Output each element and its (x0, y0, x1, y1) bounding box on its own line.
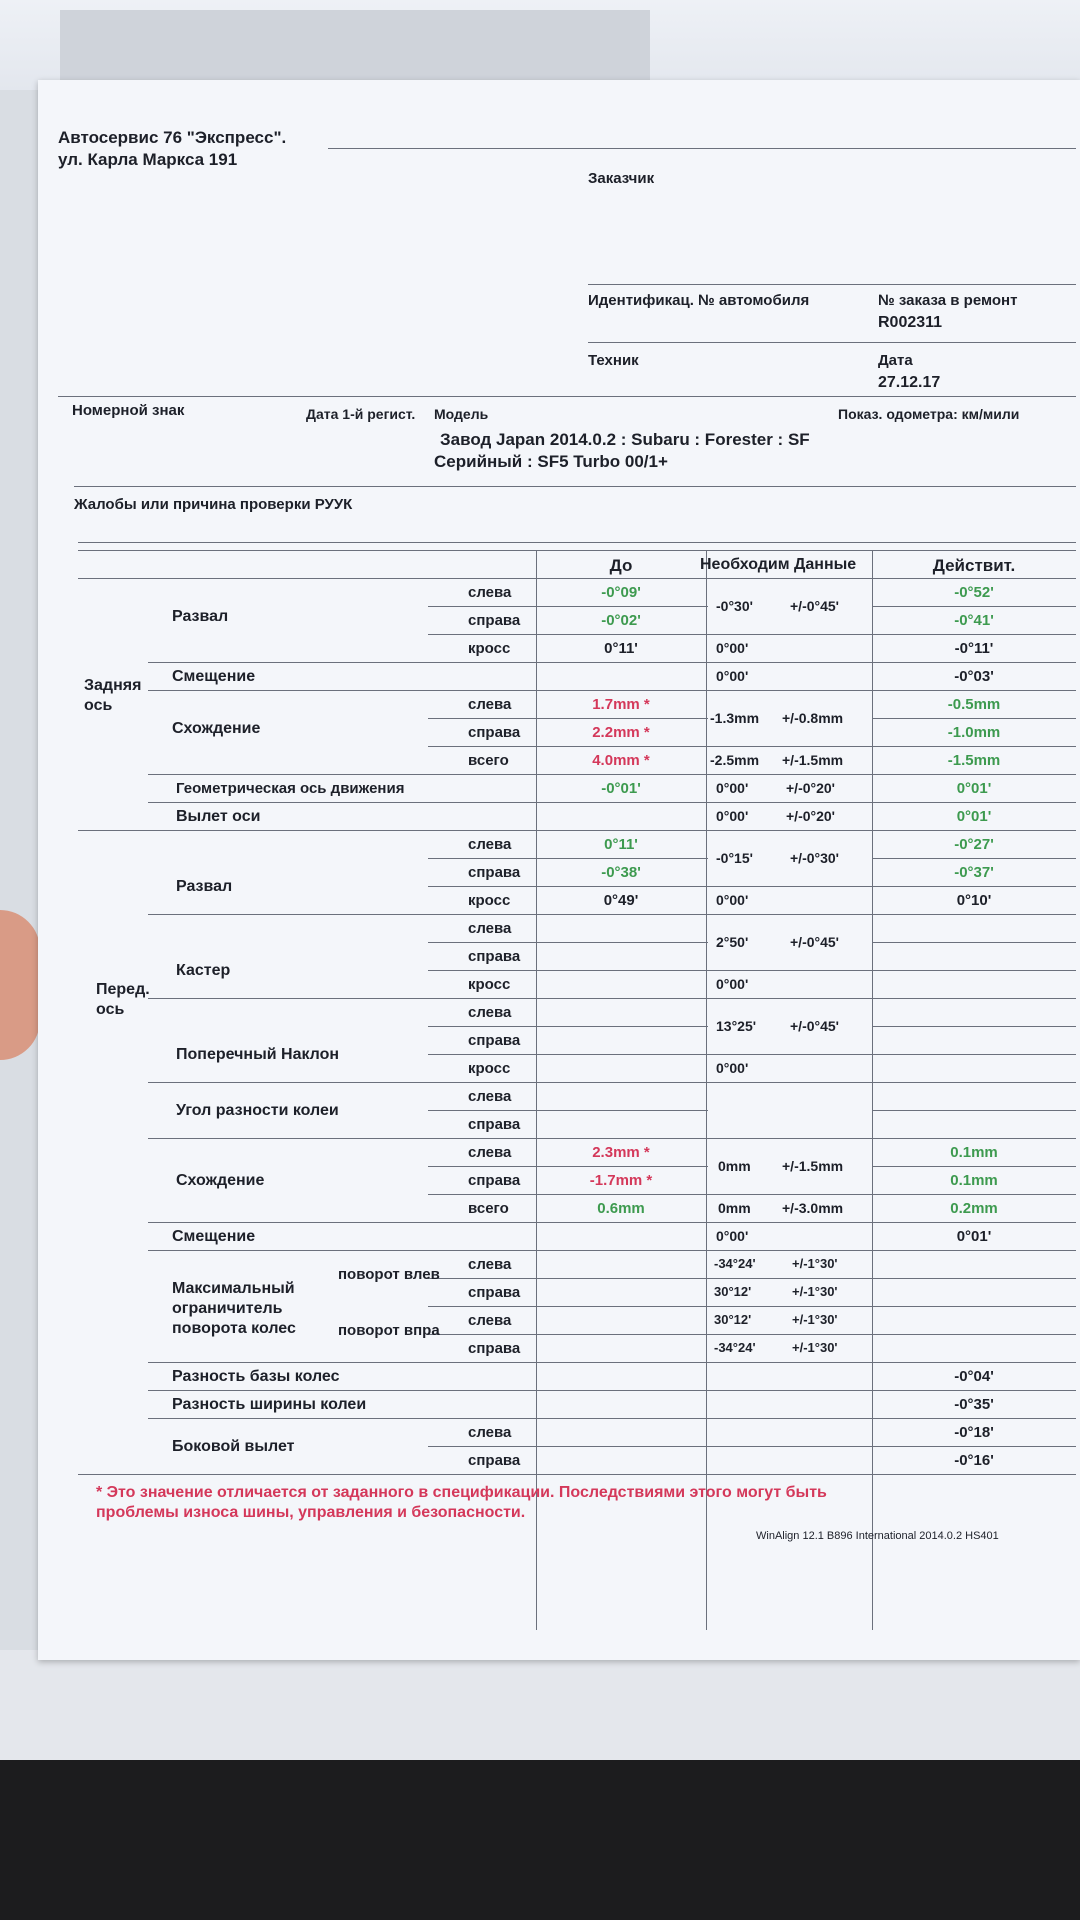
front-camber-before-left: 0°11' (604, 836, 638, 853)
row-line (428, 1194, 1076, 1195)
rear-camber-tolerance: +/-0°45' (790, 598, 840, 614)
row-line (428, 942, 708, 943)
rear-toe-required: -1.3mm (710, 710, 760, 726)
side-left: слева (468, 1004, 512, 1021)
max-turn-label-1: Максимальный (172, 1280, 295, 1297)
side-cross: кросс (468, 976, 511, 993)
front-toe-before-left: 2.3mm * (592, 1144, 650, 1161)
column-before: До (609, 556, 633, 575)
side-cross: кросс (468, 1060, 511, 1077)
row-line (872, 718, 1076, 719)
side-left: слева (468, 584, 512, 601)
side-right: справа (468, 1284, 521, 1301)
thumb (0, 910, 40, 1060)
side-right: справа (468, 724, 521, 741)
column-required: Необходим (700, 556, 790, 573)
row-line (148, 1222, 1076, 1223)
company-address: ул. Карла Маркса 191 (58, 150, 238, 169)
rear-toe-required-total: -2.5mm (710, 752, 760, 768)
row-line (148, 662, 1076, 663)
thrust-angle-label: Геометрическая ось движения (176, 780, 405, 797)
front-toe-actual-right: 0.1mm (950, 1172, 998, 1189)
rear-camber-required: -0°30' (716, 598, 753, 614)
setback-actual: 0°01' (956, 808, 992, 825)
caster-required: 2°50' (716, 934, 749, 950)
max-turn-required-4: -34°24' (714, 1340, 756, 1355)
customer-label: Заказчик (588, 170, 655, 187)
caster-tolerance: +/-0°45' (790, 934, 840, 950)
turn-right-label: поворот впра (338, 1322, 440, 1339)
max-turn-required-3: 30°12' (714, 1312, 752, 1327)
front-toe-before-right: -1.7mm * (589, 1172, 653, 1189)
date-label: Дата (878, 352, 913, 369)
side-left: слева (468, 836, 512, 853)
front-camber-required: -0°15' (716, 850, 753, 866)
row-line (148, 1418, 1076, 1419)
company-name: Автосервис 76 "Экспресс". (58, 128, 287, 147)
side-left: слева (468, 1312, 512, 1329)
model-label: Модель (434, 406, 489, 422)
wheelbase-diff-label: Разность базы колес (172, 1368, 340, 1385)
rear-toe-label: Схождение (172, 720, 261, 737)
row-line (428, 634, 1076, 635)
vin-label: Идентификац. № автомобиля (588, 292, 810, 309)
front-toe-actual-left: 0.1mm (950, 1144, 998, 1161)
front-camber-label: Развал (176, 878, 233, 895)
row-line (148, 774, 1076, 775)
side-left: слева (468, 920, 512, 937)
rear-camber-actual-left: -0°52' (954, 584, 994, 601)
side-left: слева (468, 1144, 512, 1161)
side-left: слева (468, 1424, 512, 1441)
included-angle-label: Угол разности колеи (176, 1102, 339, 1119)
front-offset-label: Смещение (172, 1228, 256, 1245)
warning-line-2: проблемы износа шины, управления и безопасности. (96, 1504, 526, 1521)
front-camber-before-cross: 0°49' (603, 892, 639, 909)
row-line (428, 746, 1076, 747)
front-toe-tolerance: +/-1.5mm (782, 1158, 844, 1174)
turn-left-label: поворот влев (338, 1266, 440, 1283)
front-toe-required-total: 0mm (718, 1200, 751, 1216)
front-axle-label: Перед. ось (96, 981, 150, 1018)
row-line (872, 942, 1076, 943)
rear-toe-actual-total: -1.5mm (947, 752, 1001, 769)
background-dark-surface (0, 1760, 1080, 1920)
side-total: всего (468, 752, 509, 769)
software-version: WinAlign 12.1 B896 International 2014.0.2 HS401 (756, 1530, 999, 1542)
row-line (428, 606, 708, 607)
caster-required-cross: 0°00' (716, 976, 749, 992)
row-line (428, 1026, 708, 1027)
registration-label: Дата 1-й регист. (306, 406, 416, 422)
row-line (428, 858, 708, 859)
date-value: 27.12.17 (878, 374, 941, 391)
max-turn-tolerance-4: +/-1°30' (792, 1340, 838, 1355)
row-line (872, 606, 1076, 607)
side-left: слева (468, 1088, 512, 1105)
column-actual: Действит. (932, 556, 1016, 575)
row-line (428, 1306, 1076, 1307)
side-right: справа (468, 612, 521, 629)
rear-camber-before-cross: 0°11' (604, 640, 638, 657)
track-width-diff-actual: -0°35' (954, 1396, 994, 1413)
row-line (428, 970, 1076, 971)
caster-label: Кастер (176, 962, 231, 979)
background-surface (0, 1650, 1080, 1770)
column-divider-required (706, 550, 707, 1630)
sai-required: 13°25' (716, 1018, 757, 1034)
side-left: слева (468, 1256, 512, 1273)
rear-camber-required-cross: 0°00' (716, 640, 749, 656)
divider (588, 284, 1076, 285)
row-line (872, 1166, 1076, 1167)
warning-line-1: * Это значение отличается от заданного в спецификации. Последствиями этого могут быть (96, 1484, 827, 1501)
thrust-before: -0°01' (601, 780, 641, 797)
wheelbase-diff-actual: -0°04' (954, 1368, 994, 1385)
max-turn-required-1: -34°24' (714, 1256, 756, 1271)
front-toe-actual-total: 0.2mm (950, 1200, 998, 1217)
vehicle-spec: Завод Japan 2014.0.2 : Subaru : Forester : SF (440, 430, 810, 449)
rear-axle-label: Задняя ось (84, 677, 142, 714)
sai-tolerance: +/-0°45' (790, 1018, 840, 1034)
rear-toe-tolerance: +/-0.8mm (782, 710, 844, 726)
row-line (148, 1390, 1076, 1391)
row-line (428, 1110, 708, 1111)
front-offset-required: 0°00' (716, 1228, 749, 1244)
row-line (148, 1082, 1076, 1083)
table-header-border (78, 578, 1076, 579)
column-data: Данные (794, 556, 857, 573)
track-width-diff-label: Разность ширины колеи (172, 1396, 367, 1413)
divider (78, 542, 1076, 543)
row-line (428, 1334, 1076, 1335)
front-camber-actual-cross: 0°10' (956, 892, 992, 909)
rear-camber-label: Развал (172, 608, 229, 625)
rear-toe-actual-right: -1.0mm (947, 724, 1001, 741)
side-right: справа (468, 1452, 521, 1469)
table-bottom-border (78, 1474, 1076, 1475)
rear-camber-before-right: -0°02' (601, 612, 641, 629)
max-turn-label-3: поворота колес (172, 1320, 296, 1337)
row-line (148, 1362, 1076, 1363)
side-right: справа (468, 948, 521, 965)
rear-toe-tolerance-total: +/-1.5mm (782, 752, 844, 768)
side-right: справа (468, 1032, 521, 1049)
divider (74, 486, 1076, 487)
sai-required-cross: 0°00' (716, 1060, 749, 1076)
row-line (148, 998, 1076, 999)
side-total: всего (468, 1200, 509, 1217)
rear-camber-actual-cross: -0°11' (954, 640, 994, 657)
row-line (872, 858, 1076, 859)
side-right: справа (468, 1340, 521, 1357)
rear-offset-required: 0°00' (716, 668, 749, 684)
max-turn-label-2: ограничитель (172, 1300, 283, 1317)
front-toe-before-total: 0.6mm (597, 1200, 645, 1217)
front-camber-required-cross: 0°00' (716, 892, 749, 908)
side-right: справа (468, 864, 521, 881)
side-cross: кросс (468, 892, 511, 909)
row-line (148, 802, 1076, 803)
front-toe-label: Схождение (176, 1172, 265, 1189)
front-offset-actual: 0°01' (956, 1228, 992, 1245)
order-label: № заказа в ремонт (878, 292, 1018, 309)
divider (58, 396, 1076, 397)
divider (588, 342, 1076, 343)
row-line (148, 1250, 1076, 1251)
alignment-report-sheet (38, 80, 1080, 1660)
odometer-label: Показ. одометра: км/мили (838, 406, 1020, 422)
row-line (872, 1026, 1076, 1027)
max-turn-tolerance-3: +/-1°30' (792, 1312, 838, 1327)
lateral-offset-actual-right: -0°16' (954, 1452, 994, 1469)
sai-label: Поперечный Наклон (176, 1046, 340, 1063)
rear-camber-before-left: -0°09' (601, 584, 641, 601)
max-turn-tolerance-1: +/-1°30' (792, 1256, 838, 1271)
divider (328, 148, 1076, 149)
row-line (148, 690, 1076, 691)
side-right: справа (468, 1172, 521, 1189)
row-line (872, 1110, 1076, 1111)
vehicle-serial: Серийный : SF5 Turbo 00/1+ (434, 452, 668, 471)
front-toe-required: 0mm (718, 1158, 751, 1174)
row-line (428, 718, 708, 719)
lateral-offset-label: Боковой вылет (172, 1438, 295, 1455)
rear-toe-before-left: 1.7mm * (592, 696, 650, 713)
setback-label: Вылет оси (176, 808, 261, 825)
table-top-border (78, 550, 1076, 551)
front-camber-actual-right: -0°37' (954, 864, 994, 881)
front-camber-before-right: -0°38' (601, 864, 641, 881)
front-toe-tolerance-total: +/-3.0mm (782, 1200, 844, 1216)
side-cross: кросс (468, 640, 511, 657)
rear-toe-before-total: 4.0mm * (592, 752, 650, 769)
max-turn-tolerance-2: +/-1°30' (792, 1284, 838, 1299)
rear-axle-bottom (78, 830, 1076, 831)
lateral-offset-actual-left: -0°18' (954, 1424, 994, 1441)
front-camber-tolerance: +/-0°30' (790, 850, 840, 866)
rear-toe-before-right: 2.2mm * (592, 724, 650, 741)
technician-label: Техник (588, 352, 639, 369)
setback-tolerance: +/-0°20' (786, 808, 836, 824)
order-number: R002311 (878, 314, 943, 331)
max-turn-required-2: 30°12' (714, 1284, 752, 1299)
row-line (428, 1054, 1076, 1055)
setback-required: 0°00' (716, 808, 749, 824)
side-right: справа (468, 1116, 521, 1133)
plate-label: Номерной знак (72, 402, 185, 419)
row-line (428, 1278, 1076, 1279)
thrust-actual: 0°01' (956, 780, 992, 797)
rear-offset-actual: -0°03' (954, 668, 994, 685)
rear-toe-actual-left: -0.5mm (947, 696, 1001, 713)
thrust-required: 0°00' (716, 780, 749, 796)
row-line (148, 914, 1076, 915)
thrust-tolerance: +/-0°20' (786, 780, 836, 796)
row-line (428, 1166, 708, 1167)
row-line (148, 1138, 1076, 1139)
complaint-label: Жалобы или причина проверки РУУК (74, 496, 353, 513)
row-line (428, 1446, 1076, 1447)
row-line (428, 886, 1076, 887)
side-left: слева (468, 696, 512, 713)
rear-camber-actual-right: -0°41' (954, 612, 994, 629)
rear-offset-label: Смещение (172, 668, 256, 685)
front-camber-actual-left: -0°27' (954, 836, 994, 853)
